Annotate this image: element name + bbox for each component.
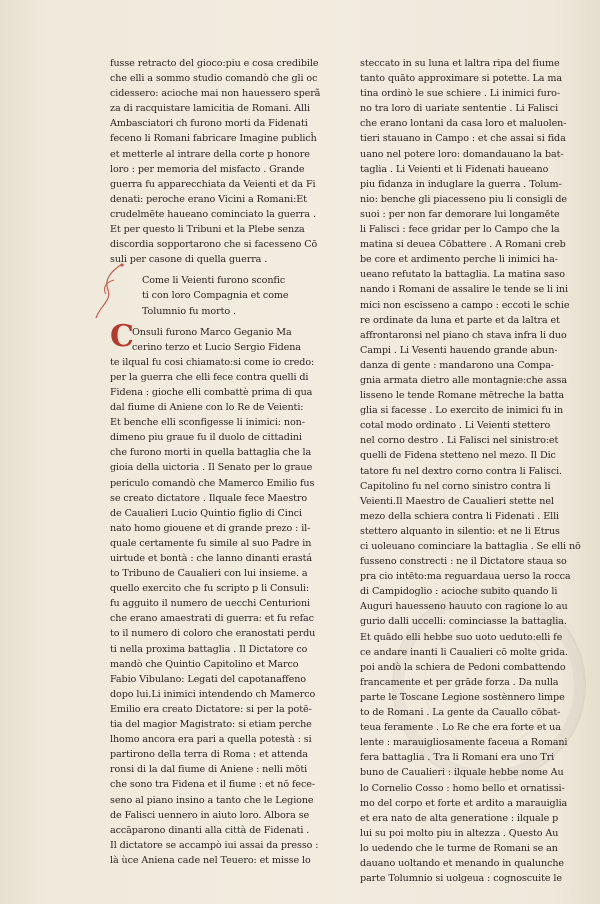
text-line: gioia della uictoria . Il Senato per lo graue — [110, 462, 313, 474]
text-line: per la guerra che elli fece contra quelli di — [110, 371, 309, 383]
text-line: che erano lontani da casa loro et maluolen- — [360, 118, 567, 130]
text-line: Et benche elli sconfigesse li inimici: non- — [110, 417, 305, 429]
chapter-heading — [142, 273, 342, 318]
text-line: lo uedendo che le turme de Romani se an — [360, 842, 558, 854]
text-line: quello exercito che fu scripto p li Consuli: — [110, 583, 310, 595]
text-line: de Falisci uennero in aiuto loro. Albora se — [110, 809, 310, 821]
text-line: uirtude et bontà : che lanno dinanti erastá — [110, 553, 313, 564]
text-line: ce andare inanti li Caualieri cō molte grida. — [360, 646, 568, 658]
text-line: nando i Romani de assalire le tende se li ini — [360, 284, 568, 296]
text-line: accāparono dinanti alla città de Fidenati . — [110, 824, 310, 836]
text-line: to Tribuno de Caualieri con lui insieme. a — [110, 568, 308, 580]
text-line: Fidena : gioche elli combattè prima di qua — [110, 386, 313, 398]
text-line: Et quādo elli hebbe suo uoto ueduto:elli fe — [360, 631, 563, 643]
text-line: tanto quāto approximare si potette. La ma — [360, 73, 562, 85]
text-line: et metterle al intrare della corte p honore — [110, 148, 310, 160]
text-line: nio: benche gli piacesseno piu li consigli de — [360, 193, 568, 205]
text-line: mici non escisseno a campo : eccoti le schie — [360, 299, 570, 311]
heading-line: Come li Veienti furono sconfic — [142, 275, 286, 287]
text-line: fusse retracto del gioco:piu e cosa credibile — [110, 58, 319, 69]
text-line: Veienti.Il Maestro de Caualieri stette nel — [360, 495, 554, 507]
text-line: tatore fu nel dextro corno contra li Falisci. — [360, 465, 563, 477]
rubricated-initial: C — [110, 318, 134, 354]
text-line: discordia sopportarono che si facesseno Cō — [110, 239, 318, 251]
text-line: taglia . Li Veienti et li Fidenati haueano — [360, 163, 549, 175]
text-line: loro : per memoria del misfacto . Grande — [110, 163, 305, 175]
heading-line: Tolumnio fu morto . — [142, 305, 236, 317]
text-line: che elli a sommo studio comandò che gli oc — [110, 73, 318, 85]
text-line: lisseno le tende Romane mētreche la batta — [360, 390, 564, 402]
text-line: se creato dictatore . Ilquale fece Maestro — [110, 492, 308, 504]
text-line: suoi : per non far demorare lui longamēte — [360, 208, 560, 220]
text-line: danza di gente : mandarono una Compa- — [360, 359, 554, 371]
text-line: cidessero: acioche mai non hauessero sperã — [110, 88, 321, 100]
right-text-column — [360, 56, 598, 886]
text-line: stettero alquanto in silentio: et ne li Etrus — [360, 525, 560, 537]
text-line: ci uoleuano cominciare la battaglia . Se elli nō — [360, 541, 581, 552]
text-line: Et per questo li Tribuni et la Plebe senza — [110, 224, 305, 236]
text-line: te ilqual fu cosi chiamato:si come io credo: — [110, 356, 315, 368]
heading-line: ti con loro Compagnia et come — [142, 290, 289, 302]
text-line: to de Romani . La gente da Cauallo cōbat- — [360, 707, 561, 719]
text-line: tina ordinò le sue schiere . Li inimici furo- — [360, 88, 560, 100]
text-line: to il numero di coloro che eranostati perdu — [110, 628, 316, 640]
text-line: buno de Caualieri : ilquale hebbe nome Au — [360, 767, 564, 779]
text-line: fusseno constrecti : ne il Dictatore staua so — [360, 556, 567, 568]
text-line: tia del magior Magistrato: si etiam perche — [110, 719, 312, 731]
text-line: affrontaronsi nel piano ch stava infra li duo — [360, 329, 567, 341]
text-line: periculo comandò che Mamerco Emilio fus — [110, 477, 315, 489]
text-line: matina si deuea Cōbattere . A Romani creb — [360, 239, 566, 251]
chapter-body — [110, 318, 342, 868]
text-line: ti nella proxima battaglia . Il Dictatore co — [110, 643, 308, 655]
text-line: lente : marauigliosamente faceua a Romani — [360, 737, 568, 749]
text-line: be core et ardimento perche li inimici ha- — [360, 254, 558, 266]
left-text-column — [110, 56, 342, 868]
text-line: Auguri hauesseno hauuto con ragione lo au — [360, 601, 568, 613]
text-line: mo del corpo et forte et ardito a marauiglia — [360, 797, 568, 809]
text-line: gurio dalli uccelli: cominciasse la battaglia. — [360, 616, 567, 628]
text-line: che sono tra Fidena et il fiume : et nō fece- — [110, 779, 315, 791]
text-line: Fabio Vibulano: Legati del capotanaffeno — [110, 673, 306, 685]
text-line: steccato in su luna et laltra ripa del fiume — [360, 58, 560, 69]
text-line: mezo della schiera contra li Fidenati . Elli — [360, 510, 560, 522]
text-line: guerra fu apparecchiata da Veienti et da Fi — [110, 178, 316, 190]
text-line: lui su poi molto piu in altezza . Questo Au — [360, 827, 559, 839]
text-line: là ùce Aniena cade nel Teuero: et misse lo — [110, 854, 311, 866]
text-line: fu agguito il numero de uecchi Centurioni — [110, 598, 311, 610]
text-line: dimeno piu graue fu il duolo de cittadini — [110, 432, 302, 444]
text-line: partirono della terra di Roma : et attenda — [110, 749, 308, 761]
text-line: Emilio era creato Dictatore: si per la potē- — [110, 703, 312, 715]
text-line: teua feramente . Lo Re che era forte et ua — [360, 722, 561, 734]
text-line: li Falisci : fece gridar per lo Campo che la — [360, 224, 560, 236]
text-line: parte le Toscane Legione sostènnero limpe — [360, 691, 565, 703]
text-line: cerino terzo et Lucio Sergio Fidena — [132, 341, 301, 353]
text-line: fera battaglia . Tra li Romani era uno Tri — [360, 752, 555, 764]
text-line: Onsuli furono Marco Geganio Ma — [132, 326, 292, 338]
text-line: re ordinate da luna et parte et da laltra et — [360, 314, 560, 326]
text-line: piu fidanza in induglare la guerra . Tolum- — [360, 178, 562, 190]
text-line: seno al piano insino a tanto che le Legione — [110, 794, 314, 806]
text-line: Ambasciatori ch furono morti da Fidenati — [110, 118, 308, 130]
text-line: pra cio intēto:ma reguardaua uerso la rocca — [360, 571, 571, 583]
text-line: ueano refutato la battaglia. La matina saso — [360, 269, 565, 281]
text-line: quelli de Fidena stetteno nel mezo. Il Dic — [360, 450, 556, 462]
text-line: suli per casone di quella guerra . — [110, 254, 268, 266]
text-line: tieri stauano in Campo : et che assai si fida — [360, 133, 566, 145]
text-line: dal fiume di Aniene con lo Re de Veienti: — [110, 402, 304, 414]
text-line: di Campidoglio : acioche subito quando li — [360, 586, 558, 598]
text-line: nel corno destro . Li Falisci nel sinistro:et — [360, 435, 559, 447]
text-line: che erano amaestrati di guerra: et fu refac — [110, 613, 314, 625]
text-line: lhomo ancora era pari a quella potestà : si — [110, 734, 312, 746]
text-line: de Caualieri Lucio Quintio figlio di Cinci — [110, 507, 303, 519]
text-line: dopo lui.Li inimici intendendo ch Mamerco — [110, 688, 316, 700]
text-line: dauano uoltando et menando in qualunche — [360, 857, 565, 869]
text-line: et era nato de alta generatione : ilquale p — [360, 812, 559, 824]
text-line: glia si facesse . Lo exercito de inimici fu in — [360, 405, 564, 417]
text-line: Il dictatore se accampò iui assai da presso : — [110, 839, 319, 851]
text-line: che furono morti in quella battaglia che la — [110, 447, 312, 459]
text-line: Capitolino fu nel corno sinistro contra li — [360, 480, 551, 492]
text-line: nato homo giouene et di grande prezo : il- — [110, 522, 311, 534]
text-line: za di racquistare lamicitia de Romani. Alli — [110, 103, 310, 115]
text-line: francamente et per grāde forza . Da nulla — [360, 676, 559, 688]
text-line: quale certamente fu simile al suo Padre in — [110, 537, 312, 549]
text-line: crudelmēte haueano cominciato la guerra . — [110, 208, 316, 220]
text-line: no tra loro di uariate sententie . Li Falisci — [360, 103, 559, 115]
text-line: uano nel potere loro: domandauano la bat- — [360, 148, 564, 160]
text-line: poi andò la schiera de Pedoni combattendo — [360, 661, 566, 673]
text-line: gnia armata dietro alle montagnie:che assa — [360, 374, 567, 386]
text-line: ronsi di la dal fiume di Aniene : nelli mōti — [110, 764, 308, 776]
text-line: feceno li Romani fabricare Imagine publicĥ — [110, 133, 317, 145]
text-line: Campi . Li Vesenti hauendo grande abun- — [360, 344, 558, 356]
text-line: parte Tolumnio si uolgeua : cognoscuite le — [360, 873, 562, 885]
text-line: denati: peroche erano Vicini a Romani:Et — [110, 193, 307, 205]
left-opening-paragraph — [110, 56, 342, 267]
text-line: cotal modo ordinato . Li Veienti stettero — [360, 420, 551, 432]
text-line: lo Cornelio Cosso : homo bello et ornatissi- — [360, 782, 565, 794]
text-line: mandò che Quintio Capitolino et Marco — [110, 658, 299, 670]
